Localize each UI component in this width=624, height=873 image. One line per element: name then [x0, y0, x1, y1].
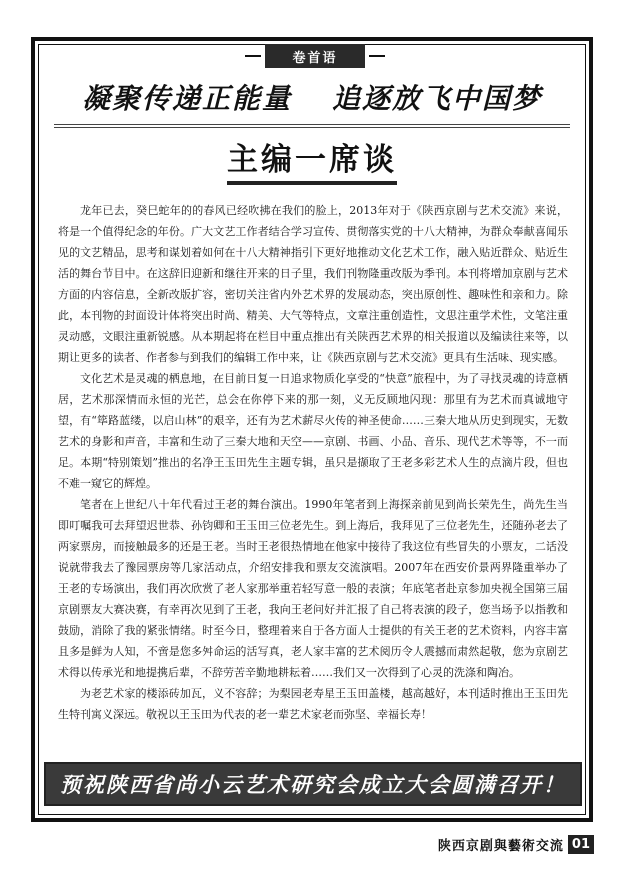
section-tag: 卷首语 — [265, 44, 365, 68]
page-footer — [438, 832, 594, 856]
page-number: 01 — [568, 835, 594, 854]
article-paragraph: 为老艺术家的楼添砖加瓦，义不容辞；为梨园老寿星王玉田盖楼，越高越好，本刊适时推出王玉田先生特刊寓义深远。敬祝以王玉田为代表的老一辈艺术家老而弥坚、幸福长寿！ — [58, 687, 568, 721]
article-paragraph: 笔者在上世纪八十年代看过王老的舞台演出。1990年笔者到上海探亲前见到尚长荣先生，尚先生当即叮嘱我可去拜望迟世恭、孙钧卿和王玉田三位老先生。到上海后，我拜见了三位老先生，还随孙老去了两家票房，而接触最多的还是王老。当时王老很热情地在他家中接待了我这位有些冒失的小票友，二话没说就带我去了豫园票房等几家活动点，介绍安排我和票友交流演唱。2007年在西安价景两界隆重举办了王老的专场演出，我们再次欣赏了老人家那举重若轻写意一般的表演；年底笔者赴京参加央视全国第三届京剧票友大赛决赛，有幸再次见到了王老，我向王老问好并汇报了自己将表演的段子，您当场予以指教和鼓励，消除了我的紧张情绪。时至今日，整理着来自于各方面人士提供的有关王老的艺术资料，内容丰富且多是鲜为人知，不啻是您多舛命运的活写真，老人家丰富的艺术阅历令人震撼而肃然起敬，您为京剧艺术得以传承光和地提携后辈，不辞劳苦辛勤地耕耘着……我们又一次得到了心灵的洗涤和陶冶。 — [58, 498, 568, 679]
divider-line — [54, 124, 570, 125]
slogan-right: 追逐放飞中国梦 — [332, 82, 543, 115]
slogan-left: 凝聚传递正能量 — [81, 82, 292, 115]
divider-line — [54, 127, 570, 128]
congratulation-banner: 预祝陕西省尚小云艺术研究会成立大会圆满召开！ — [44, 762, 582, 806]
slogan-banner — [40, 74, 584, 120]
article-paragraph: 龙年已去，癸巳蛇年的的春风已经吹拂在我们的脸上，2013年对于《陕西京剧与艺术交流》来说，将是一个值得纪念的年份。广大文艺工作者结合学习宣传、贯彻落实党的十八大精神，为群众奉献喜闻乐见的文艺精品，思考和谋划着如何在十八大精神指引下更好地推动文化艺术工作，融入贴近群众、贴近生活的舞台节目中。在这辞旧迎新和继往开来的日子里，我们刊物隆重改版为季刊。本刊将增加京剧与艺术方面的内容信息，全新改版扩容，密切关注省内外艺术界的发展动态，突出原创性、趣味性和亲和力。除此，本刊物的封面设计体将突出时尚、精美、大气等特点，文章注重创造性，文思注重学术性，文笔注重灵动感，文眼注重新锐感。从本期起将在栏目中重点推出有关陕西艺术界的相关报道以及编读往来等，以期让更多的读者、作者参与到我们的编辑工作中来，让《陕西京剧与艺术交流》更具有生活味、现实感。 — [58, 204, 568, 364]
article-title-block — [200, 134, 424, 184]
article-paragraph: 文化艺术是灵魂的栖息地，在目前日复一日追求物质化享受的“快意”旅程中，为了寻找灵魂的诗意栖居，艺术那深情而永恒的光芒，总会在你停下来的那一刻，义无反顾地闪现：那里有为艺术而真诚地守望，有“筚路蓝缕，以启山林”的艰辛，还有为艺术薪尽火传的神圣使命……三秦大地从历史到现实，无数艺术的身影和声音，丰富和生动了三秦大地和天空——京剧、书画、小品、音乐、现代艺术等等，不一而足。本期“特别策划”推出的名净王玉田先生主题专辑，虽只是撷取了王老多彩艺术人生的点滴片段，但也不难一窥它的辉煌。 — [58, 372, 568, 490]
article-title: 主编一席谈 — [227, 134, 397, 185]
article-body — [58, 200, 568, 725]
journal-name: 陕西京剧與藝術交流 — [437, 838, 564, 854]
